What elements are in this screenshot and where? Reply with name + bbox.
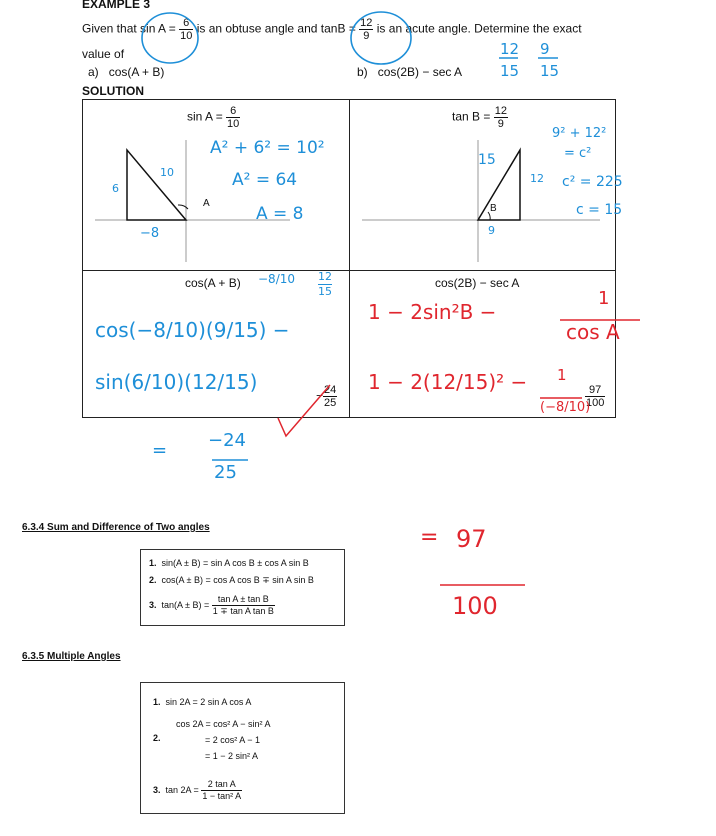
hw-tl-pyth-3: A = 8 (256, 204, 304, 224)
hw-br-line-2-num: 1 (557, 366, 567, 384)
section-635-title: 6.3.5 Multiple Angles (22, 651, 121, 662)
hw-bl-ref-1: −8/10 (258, 272, 296, 286)
hw-tr-pyth-2: = c² (564, 146, 592, 161)
hw-bl-equals: = (152, 440, 168, 461)
hw-tl-side-opp: 6 (112, 182, 119, 195)
hw-br-line-1: 1 − 2sin²B − (368, 300, 497, 324)
section-634-title: 6.3.4 Sum and Difference of Two angles (22, 522, 210, 533)
tl-triangle (127, 150, 186, 220)
hw-br-line-2-den: (−8/10) (540, 400, 591, 415)
br-answer: $\frac{97}{100}$ (586, 384, 605, 409)
hw-br-line-2: 1 − 2(12/15)² − (368, 370, 528, 394)
list-item: 1. sin 2A = 2 sin A cos A (153, 697, 252, 707)
list-item-line: = 2 cos² A − 1 (205, 735, 261, 745)
hw-tr-pyth-4: c = 15 (576, 202, 623, 218)
hw-header-num-b: 9 (540, 40, 550, 58)
hw-circle-tan (351, 12, 411, 64)
hw-bl-line-1: cos(−8/10)(9/15) − (95, 318, 290, 342)
tl-sin: sin A = $\frac{6}{10}$ (187, 105, 240, 130)
hw-tl-pyth-1: A² + 6² = 10² (210, 138, 325, 158)
hw-bl-ref-2: 12 15 (318, 270, 332, 298)
q-tan: tanB = (320, 21, 356, 36)
question-line-2: value of (82, 47, 125, 61)
tr-tan: tan B = $\frac{12}{9}$ (452, 105, 507, 130)
hw-final-num: 97 (456, 525, 487, 553)
hw-checkmark (278, 385, 330, 436)
hw-tr-pyth-1: 9² + 12² (552, 126, 607, 141)
hw-bl-result-den: 25 (214, 462, 237, 483)
section-635-box (140, 682, 345, 814)
q-given: Given that (82, 21, 137, 36)
section-634-box (140, 549, 345, 626)
list-item: 2. (153, 733, 161, 743)
example-heading: EXAMPLE 3 (82, 0, 151, 11)
hw-br-line-1-num: 1 (598, 288, 610, 309)
hw-tl-side-adj: −8 (140, 226, 160, 241)
bl-expr: cos(A + B) (185, 276, 241, 290)
hw-bl-result-num: −24 (208, 430, 246, 451)
hw-tl-side-hyp: 10 (160, 166, 174, 179)
tl-angle-label: A (203, 198, 210, 209)
q-end: is an acute angle. Determine the exact (376, 21, 582, 36)
hw-tr-side-hyp: 15 (478, 152, 496, 168)
hw-tr-side-opp: 12 (530, 172, 544, 185)
hw-br-line-1-den: cos A (566, 320, 620, 344)
hw-tr-pyth-3: c² = 225 (562, 174, 623, 190)
list-item: 1. sin(A ± B) = sin A cos B ± cos A sin B (149, 558, 309, 568)
br-expr: cos(2B) − sec A (435, 276, 520, 290)
part-b: b) cos(2B) − sec A (357, 65, 463, 79)
solution-heading: SOLUTION (82, 84, 144, 98)
hw-final-den: 100 (452, 592, 498, 620)
tr-angle-arc (488, 212, 490, 220)
tr-angle-label: B (490, 203, 497, 214)
hw-tr-side-adj: 9 (488, 224, 495, 237)
q-sin: sin A = (140, 21, 176, 36)
hw-final-equals: = (420, 525, 439, 550)
list-item: 3. tan 2A = $\frac{\text{2 tan A}}{\text{1 − tan² A}}$ (153, 779, 242, 801)
list-item-line: cos 2A = cos² A − sin² A (176, 719, 271, 729)
hw-circle-sin (142, 13, 198, 63)
list-item: 2. cos(A ± B) = cos A cos B ∓ sin A sin B (149, 575, 314, 585)
hw-header-den-a: 15 (500, 62, 520, 80)
list-item: 3. tan(A ± B) = $\frac{\text{tan A ± tan B}}{\text{1 ∓ tan A tan B}}$ (149, 594, 274, 616)
q-tan-fraction: $\frac{12}{9}$ (360, 17, 373, 42)
hw-header-num-a: 12 (500, 40, 520, 58)
q-mid: is an obtuse angle and (196, 21, 318, 36)
bl-answer: − $\frac{24}{25}$ (316, 384, 337, 409)
hw-header-den-b: 15 (540, 62, 560, 80)
hw-tl-pyth-2: A² = 64 (232, 170, 298, 190)
q-sin-fraction: $\frac{6}{10}$ (180, 17, 193, 42)
hw-bl-line-2: sin(6/10)(12/15) (95, 370, 258, 394)
part-a: a) cos(A + B) (88, 65, 165, 79)
list-item-line: = 1 − 2 sin² A (205, 751, 259, 761)
